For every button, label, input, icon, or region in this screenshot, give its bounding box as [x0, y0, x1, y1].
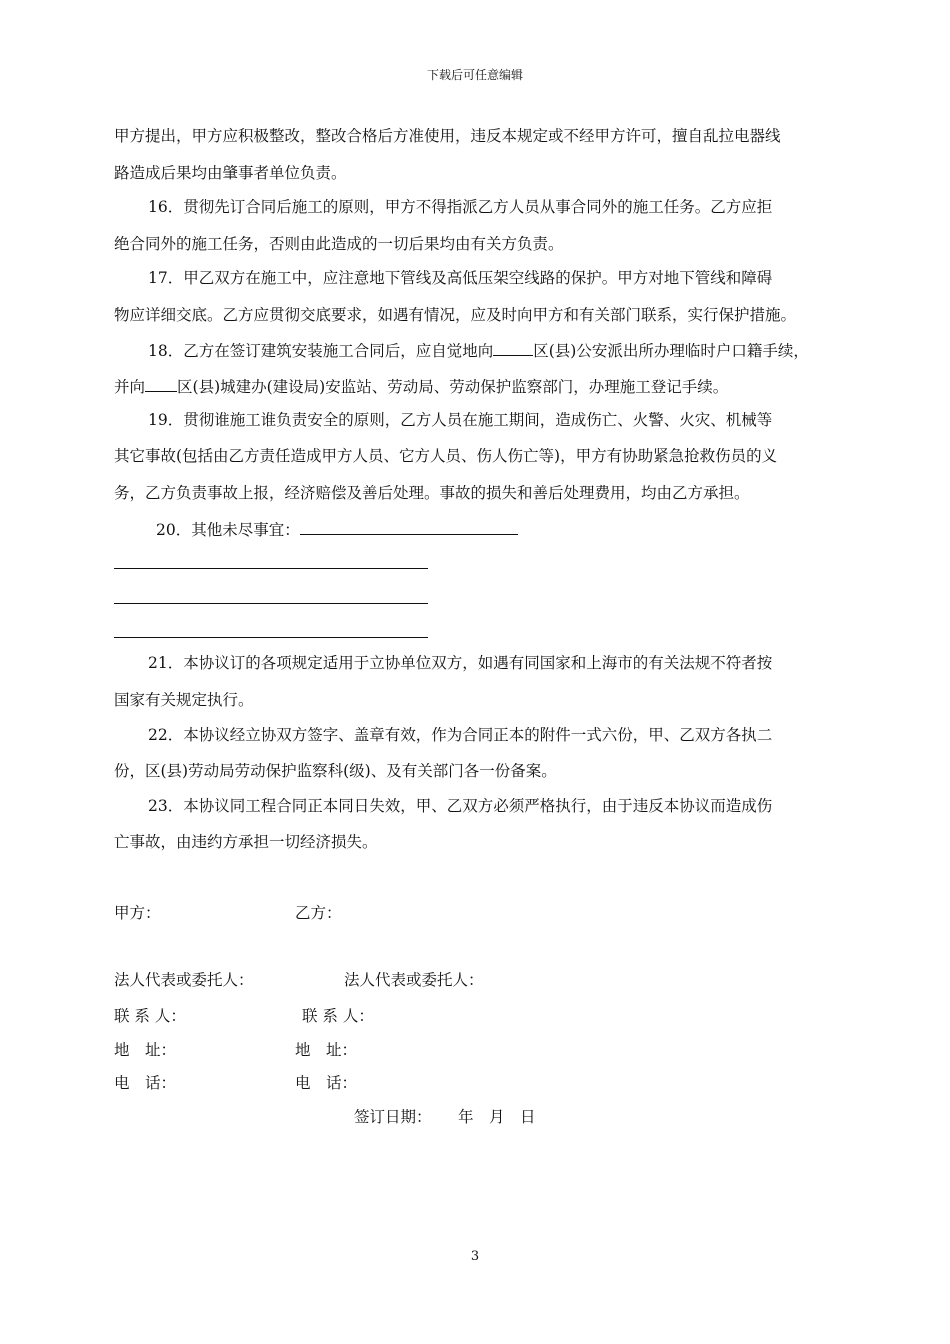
clause-19-line-3: 务，乙方负责事故上报，经济赔偿及善后处理。事故的损失和善后处理费用，均由乙方承担。 — [114, 484, 750, 502]
party-b-label: 乙方： — [295, 904, 342, 922]
blank-rule-1 — [114, 568, 428, 569]
clause-17-line-2: 物应详细交底。乙方应贯彻交底要求，如遇有情况，应及时向甲方和有关部门联系，实行保护措施。 — [114, 306, 797, 324]
clause-18-text-d: 区(县)城建办(建设局)安监站、劳动局、劳动保护监察部门，办理施工登记手续。 — [177, 378, 729, 396]
clause-18-text-b: 区(县)公安派出所办理临时户口籍手续， — [533, 342, 809, 360]
party-a-phone-label: 电 话： — [114, 1074, 177, 1092]
clause-21-line-2: 国家有关规定执行。 — [114, 691, 254, 709]
blank-rule-3 — [114, 637, 428, 638]
page-header: 下载后可任意编辑 — [426, 68, 523, 82]
clause-18-text-a: 18．乙方在签订建筑安装施工合同后，应自觉地向 — [148, 342, 494, 360]
district-blank-1 — [493, 338, 533, 356]
clause-20-text: 20．其他未尽事宜： — [156, 521, 300, 539]
clause-23-line-2: 亡事故，由违约方承担一切经济损失。 — [114, 833, 378, 851]
clause-20-line-1 — [156, 517, 518, 539]
clause-23-line-1: 23．本协议同工程合同正本同日失效，甲、乙双方必须严格执行，由于违反本协议而造成伤 — [148, 797, 773, 815]
blank-rule-2 — [114, 603, 428, 604]
clause-21-line-1: 21．本协议订的各项规定适用于立协单位双方，如遇有同国家和上海市的有关法规不符者按 — [148, 654, 773, 672]
clause-16-line-2: 绝合同外的施工任务，否则由此造成的一切后果均由有关方负责。 — [114, 235, 564, 253]
paragraph-15-line-1: 甲方提出，甲方应积极整改，整改合格后方准使用，违反本规定或不经甲方许可，擅自乱拉电器线 — [114, 127, 781, 145]
page-number: 3 — [470, 1249, 480, 1264]
clause-18-line-1 — [148, 338, 809, 360]
clause-22-line-1: 22．本协议经立协双方签字、盖章有效，作为合同正本的附件一式六份，甲、乙双方各执二 — [148, 726, 773, 744]
clause-19-line-1: 19．贯彻谁施工谁负责安全的原则，乙方人员在施工期间，造成伤亡、火警、火灾、机械等 — [148, 411, 773, 429]
clause-18-text-c: 并向 — [114, 378, 146, 396]
signing-date-value: 年 月 日 — [458, 1108, 536, 1126]
party-a-address-label: 地 址： — [114, 1041, 177, 1059]
paragraph-15-line-2: 路造成后果均由肇事者单位负责。 — [114, 164, 347, 182]
party-b-contact-label: 联 系 人： — [302, 1007, 374, 1025]
party-a-representative-label: 法人代表或委托人： — [114, 971, 254, 989]
district-blank-2 — [145, 374, 177, 392]
other-matters-blank — [300, 517, 518, 535]
party-a-label: 甲方： — [114, 904, 161, 922]
clause-17-line-1: 17．甲乙双方在施工中，应注意地下管线及高低压架空线路的保护。甲方对地下管线和障碍 — [148, 269, 773, 287]
clause-18-line-2 — [114, 374, 728, 396]
clause-16-line-1: 16．贯彻先订合同后施工的原则，甲方不得指派乙方人员从事合同外的施工任务。乙方应拒 — [148, 198, 773, 216]
clause-19-line-2: 其它事故(包括由乙方责任造成甲方人员、它方人员、伤人伤亡等)，甲方有协助紧急抢救伤员的义 — [114, 447, 778, 465]
clause-22-line-2: 份，区(县)劳动局劳动保护监察科(级)、及有关部门各一份备案。 — [114, 762, 557, 780]
signing-date-label: 签订日期： — [354, 1108, 432, 1126]
party-b-address-label: 地 址： — [295, 1041, 358, 1059]
party-a-contact-label: 联 系 人： — [114, 1007, 186, 1025]
party-b-representative-label: 法人代表或委托人： — [344, 971, 484, 989]
party-b-phone-label: 电 话： — [295, 1074, 358, 1092]
